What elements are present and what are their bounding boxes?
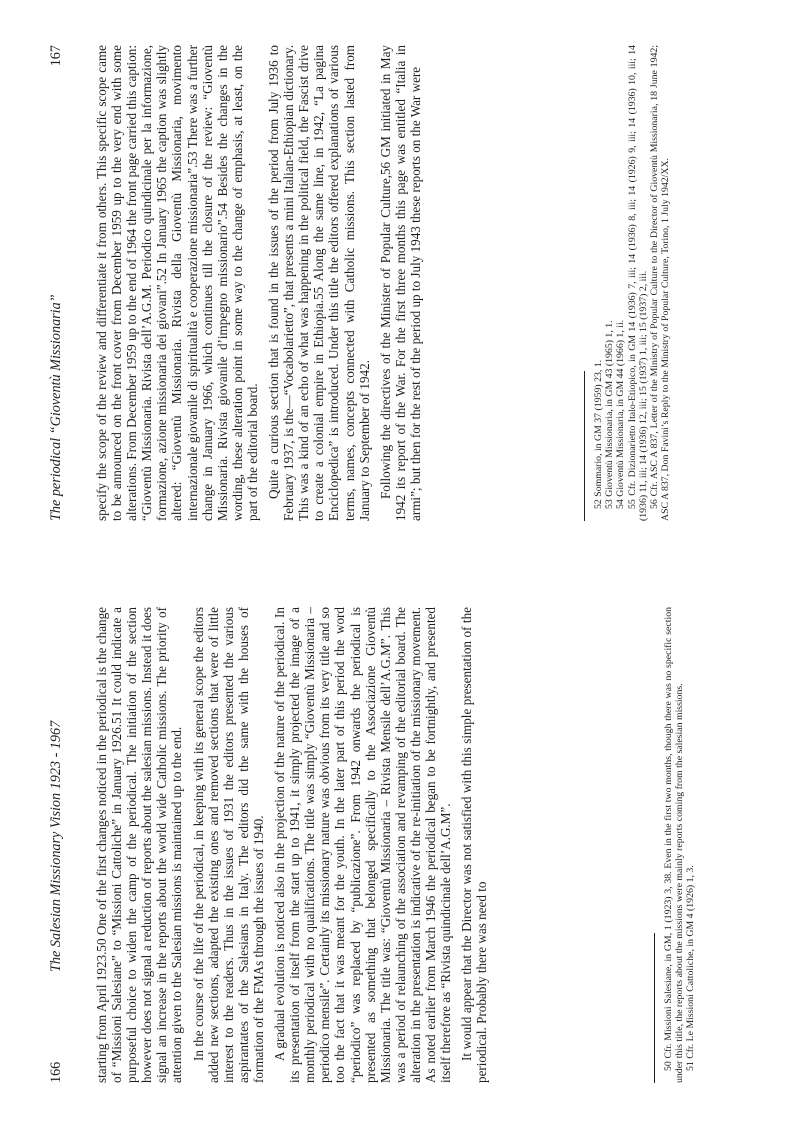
footnote-54: 54 Gioventù Missionaria, in GM 44 (1966) 1, ii.	[615, 319, 627, 509]
right-page	[0, 1, 793, 561]
footnote-56: 56 Cfr. ASC A 837, Letter of the Ministry of Popular Culture to the Director of Gioventù Missionaria, 18 June 1942; ASC A 837, Don Favini’s Reply to the Ministry of Popular Culture, Torino, 1 July 1942/XX.	[649, 45, 672, 521]
footnote-rule	[654, 933, 655, 1083]
left-paragraph-2: In the course of the life of the periodical, in keeping with its general scope the editors added new sections, adapted the existing ones and removed sections that were of little interest to the readers. Thus in the issues of 1931 the editors presented the various aspirantates of the Salesians in Italy. The editors did the same with the houses of formation of the FMAs through the issues of 1940.	[190, 607, 266, 1083]
left-page-body	[94, 607, 489, 1083]
right-paragraph-3: Following the directives of the Minister of Popular Culture,56 GM initiated in May 1942 its report of the War. For the first three months this page was entitled “Italia in armi”; but then for the rest of the period up to July 1943 these reports on the War were	[377, 45, 423, 521]
right-page-header	[48, 45, 68, 521]
footnote-51: 51 Cfr. Le Missioni Cattoliche, in GM 4 (1926) 1, 3.	[685, 865, 697, 1071]
left-running-title: The Salesian Missionary Vision 1923 - 1967	[48, 720, 64, 972]
right-paragraph-2: Quite a curious section that is found in the issues of the period from July 1936 to February 1937, is the—“Vocabolarietto”, that presents a mini Italian-Ethiopian dictionary. This was a kind of an echo of what was happening in the political field, the Fascist drive to create a colonial empire in Ethiopia.55 Along the same line, in 1942, “La pagina Enciclopedica” is introduced. Under this title the editors offered explanations of various terms, names, concepts connected with Catholic missions. This section lasted from January to September of 1942.	[266, 45, 372, 521]
right-page-body	[94, 45, 423, 521]
footnote-rule	[584, 371, 585, 521]
right-running-title: The periodical “Gioventù Missionaria”	[48, 294, 64, 521]
left-paragraph-1: starting from April 1923.50 One of the first changes noticed in the periodical is the change of “Missioni Salesiane” to “Missioni Cattoliche” in January 1926.51 It could indicate a purposeful choice to widen the camp of the periodical. The initiation of the section however does not signal a reduction of reports about the salesian missions. Instead it does signal an increase in the reports about the world wide Catholic missions. The priority of attention given to the Salesian missions is maintained up to the end.	[94, 607, 185, 1083]
left-footnotes	[654, 607, 697, 1083]
left-page-header	[48, 607, 68, 1083]
left-page	[0, 563, 793, 1123]
footnote-53: 53 Gioventù Missionaria, in GM 43 (1965) 1, 1.	[604, 320, 616, 509]
left-paragraph-4: It would appear that the Director was not satisfied with this simple presentation of the periodical. Probably there was need to	[459, 607, 490, 1083]
right-footnotes	[584, 45, 671, 521]
footnote-55: 55 Cfr. Dizionarietto Italo-Etiopico, in GM 14 (1936) 7, iii; 14 (1936) 8, iii; 14 (1926) 9, iii; 14 (1936) 10, iii; 14 (1936) 11, iii; 14 (1936) 12, iii; 15 (1937) 1, iii; 15 (1937) 2, iii.	[626, 45, 649, 521]
footnote-52: 52 Sommario, in GM 37 (1959) 23, 1.	[593, 359, 604, 509]
right-page-number: 167	[48, 45, 64, 67]
right-paragraph-1: specify the scope of the review and differentiate it from others. This specific scope came to be announced on the front cover from December 1959 up to the very end with some alterations. From December 1959 up to the end of 1964 the front page carried this caption: “Gioventù Missionaria. Rivista dell’A.G.M. Periodico quindicinale per la informazione, formazione, azione missionaria dei giovani”.52 In January 1965 the caption was slightly altered: “Gioventù Missionaria. Rivista della Gioventù Missionaria, movimento internazionale giovanile di spiritualità e cooperazione missionaria”.53 There was a further change in January 1966, which continues till the closure of the review: “Gioventù Missionaria. Rivista giovanile d’impegno missionario”.54 Besides the changes in the wording, these alteration point in some way to the change of emphasis, at least, on the part of the editorial board.	[94, 45, 260, 521]
left-paragraph-3: A gradual evolution is noticed also in the projection of the nature of the periodical. In its presentation of itself from the start up to 1941, it simply projected the image of a monthly periodical with no qualifications. The title was simply “Gioventù Missionaria – periodico mensile”. Certainly its missionary nature was obvious from its very title and so too the fact that it was meant for the youth. In the later part of this period the word “periodico” was replaced by “publicazione”. From 1942 onwards the periodical is presented as something that belonged specifically to the Associazione Gioventù Missionaria. The title was: “Gioventù Missionaria – Rivista Mensile dell’A.G.M”. This was a period of relaunching of the association and revamping of the editorial board. The alteration in the presentation is indicative of the re-initiation of the missionary movement. As noted earlier from March 1946 the periodical began to be fortnightly, and presented itself therefore as “Rivista quindicinale dell’A.G.M”.	[272, 607, 454, 1083]
footnote-50: 50 Cfr. Missioni Salesiane, in GM, 1 (1923) 3, 38. Even in the first two months, though there was no specific section under this title, the reports about the missions were mainly reports coming from the salesian missions.	[663, 607, 686, 1083]
left-page-number: 166	[48, 1061, 64, 1083]
